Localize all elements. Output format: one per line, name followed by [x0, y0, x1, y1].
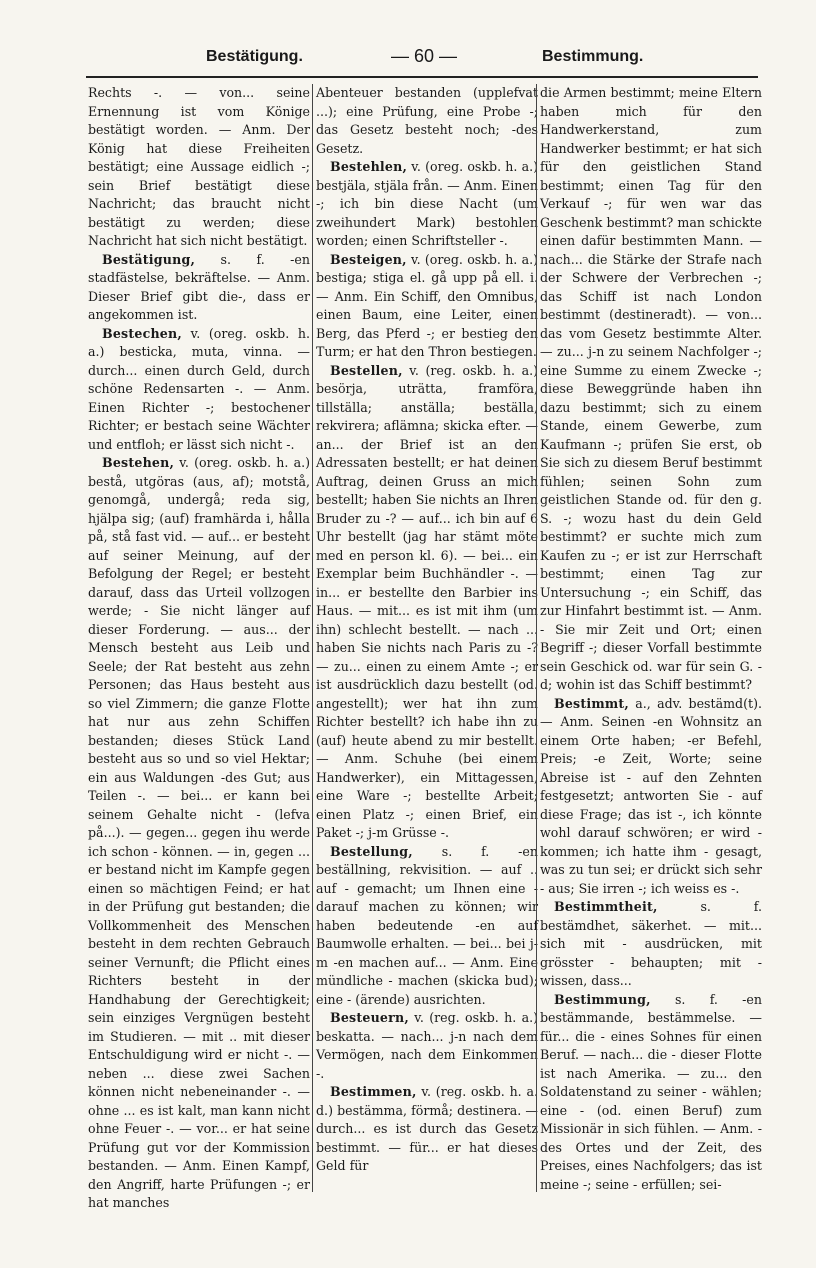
entry-headword: Bestimmung,	[554, 991, 651, 1007]
dictionary-entry: Bestimmtheit, s. f. bestämdhet, säkerhet. — mit... sich mit - ausdrücken, mit grösster - behaupten; mit - wissen, dass...	[540, 899, 762, 988]
entry-headword: Bestellen,	[330, 362, 403, 378]
paragraph: Abenteuer bestanden (upplefvat ...); eine Prüfung, eine Probe -; das Gesetz besteht noch; -des Gesetz.	[316, 85, 538, 156]
dictionary-entry: Bestellung, s. f. -en beställning, rekvisition. — auf .. auf - gemacht; um Ihnen eine - darauf machen zu können; wir haben bedeutende -en auf Baumwolle erhalten. — bei... bei j-m -en machen auf... — Anm. Eine mündliche - machen (skicka bud); eine - (ärende) ausrichten.	[316, 843, 538, 1007]
column-3	[540, 84, 762, 1192]
column-2	[316, 84, 538, 1192]
dictionary-entry: Bestimmung, s. f. -en bestämmande, bestämmelse. — für... die - eines Sohnes für einen Beruf. — nach... die - dieser Flotte ist nach Amerika. — zu... den Soldatenstand zu seiner - wählen; eine - (od. einen Beruf) zum Missionär in sich fühlen. — Anm. - des Ortes und der Zeit, des Preises, eines Nachfolgers; das ist meine -; seine - erfüllen; sei-	[540, 991, 762, 1192]
paragraph: die Armen bestimmt; meine Eltern haben mich für den Handwerkerstand, zum Handwerker bestimmt; er hat sich für den geistlichen Stand bestimmt; einen Tag für den Verkauf -; für wen war das Geschenk bestimmt? man schickte einen dafür bestimmten Mann. — nach... die Stärke der Strafe nach der Schwere der Verbrechen -; das Schiff ist nach London bestimmt (destineradt). — von... das vom Gesetz bestimmte Alter. — zu... j-n zu seinem Nachfolger -; eine Summe zu einem Zwecke -; diese Beweggründe haben ihn dazu bestimmt; sich zu einem Stande, einem Gewerbe, zum Kaufmann -; prüfen Sie erst, ob Sie sich zu diesem Beruf bestimmt fühlen; seinen Sohn zum geistlichen Stande od. für den g. S. -; wozu hast du dein Geld bestimmt? er suchte mich zum Kaufen zu -; er ist zur Herrschaft bestimmt; einen Tag zur Untersuchung -; ein Schiff, das zur Hinfahrt bestimmt ist. — Anm. - Sie mir Zeit und Ort; einen Begriff -; dieser Vorfall bestimmte sein Geschick od. war für sein G. -d; wohin ist das Schiff bestimmt?	[540, 85, 762, 692]
entry-headword: Bestechen,	[102, 325, 182, 341]
dictionary-entry: Bestellen, v. (reg. oskb. h. a.) besörja, uträtta, framföra, tillställa; anställa; beställa, rekvirera; aflämna; skicka efter. — an... der Brief ist an den Adressaten bestellt; er hat deinen Auftrag, deinen Gruss an mich bestellt; haben Sie nichts an Ihren Bruder zu -? — auf... ich bin auf 6 Uhr bestellt (jag har stämt möte med en person kl. 6). — bei... ein Exemplar beim Buchhändler -. — in... er bestellte den Barbier ins Haus. — mit... es ist mit ihm (um ihn) schlecht bestellt. — nach ... haben Sie nichts nach Paris zu -? — zu... einen zu einem Amte -; er ist ausdrücklich dazu bestellt (od. angestellt); wer hat ihn zum Richter bestellt? ich habe ihn zu (auf) heute abend zu mir bestellt. — Anm. Schuhe (bei einem Handwerker), ein Mittagessen, eine Ware -; bestellte Arbeit; einen Platz -; einen Brief, ein Paket -; j-m Grüsse -.	[316, 362, 538, 840]
entry-headword: Bestehen,	[102, 455, 175, 470]
column-1	[88, 84, 310, 1210]
entry-headword: Bestimmt,	[554, 695, 630, 711]
dictionary-entry: Bestimmt, a., adv. bestämd(t). — Anm. Seinen -en Wohnsitz an einem Orte haben; -er Befehl, Preis; -e Zeit, Worte; seine Abreise ist - auf den Zehnten festgesetzt; antworten Sie - auf diese Frage; das ist -, ich könnte wohl darauf schwören; er wird - kommen; ich hatte ihm - gesagt, was zu tun sei; er drückt sich sehr - aus; Sie irren -; ich weiss es -.	[540, 695, 762, 896]
entry-headword: Besteuern,	[330, 1010, 409, 1025]
dictionary-entry: Bestehlen, v. (oreg. oskb. h. a.) bestjäla, stjäla från. — Anm. Einen -; ich bin diese Nacht (um zweihundert Mark) bestohlen worden; einen Schriftsteller -.	[316, 159, 538, 248]
entry-headword: Bestehlen,	[330, 159, 408, 174]
dictionary-entry: Besteigen, v. (oreg. oskb. h. a.) bestiga; stiga el. gå upp på ell. i. — Anm. Ein Schiff, den Omnibus, einen Baum, eine Leiter, einen Berg, das Pferd -; er bestieg den Turm; er hat den Thron bestiegen.	[316, 251, 538, 359]
header-right-keyword: Bestimmung.	[542, 48, 644, 65]
dictionary-entry: Bestehen, v. (oreg. oskb. h. a.) bestå, utgöras (aus, af); motstå, genomgå, undergå; reda sig, hjälpa sig; (auf) framhärda i, hålla på, stå fast vid. — auf... er besteht auf seiner Meinung, auf der Befolgung der Regel; er besteht darauf, dass das Urteil vollzogen werde; - Sie nicht länger auf dieser Forderung. — aus... der Mensch besteht aus Leib und Seele; der Rat besteht aus zehn Personen; das Haus besteht aus so viel Zimmern; die ganze Flotte hat nur aus zehn Schiffen bestanden; dieses Stück Land besteht aus so und so viel Hektar; ein aus Waldungen -des Gut; aus Teilen -. — bei... er kann bei seinem Gehalte nicht - (lefva på...). — gegen... gegen ihu werde ich schon - können. — in, gegen ... er bestand nicht im Kampfe gegen einen so mächtigen Feind; er hat in der Prüfung gut bestanden; die Vollkommenheit des Menschen besteht in dem rechten Gebrauch seiner Vernunft; die Pflicht eines Richters besteht in der Handhabung der Gerechtigkeit; sein einziges Vergnügen besteht im Studieren. — mit .. mit dieser Entschuldigung wird er nicht -. — neben ... diese zwei Sachen können nicht nebeneinander -. — ohne ... es ist kalt, man kann nicht ohne Feuer -. — vor... er hat seine Prüfung gut vor der Kommission bestanden. — Anm. Einen Kampf, den Angriff, harte Prüfungen -; er hat manches	[88, 455, 310, 1210]
header-rule	[86, 76, 758, 78]
dictionary-entry: Bestimmen, v. (reg. oskb. h. a. d.) bestämma, förmå; destinera. — durch... es ist durch das Gesetz bestimmt. — für... er hat dieses Geld für	[316, 1084, 538, 1173]
entry-headword: Besteigen,	[330, 251, 407, 267]
column-divider	[536, 84, 537, 1192]
column-divider	[312, 84, 313, 1192]
paragraph: Rechts -. — von... seine Ernennung ist vom Könige bestätigt worden. — Anm. Der König hat diese Freiheiten bestätigt; eine Aussage eidlich -; sein Brief bestätigt diese Nachricht; das braucht nicht bestätigt zu werden; diese Nachricht hat sich nicht bestätigt.	[88, 85, 310, 248]
header-left-keyword: Bestätigung.	[206, 48, 303, 65]
page-number: — 60 —	[391, 46, 458, 66]
entry-headword: Bestimmen,	[330, 1084, 417, 1099]
dictionary-entry: Bestechen, v. (oreg. oskb. h. a.) besticka, muta, vinna. — durch... einen durch Geld, durch schöne Redensarten -. — Anm. Einen Richter -; bestochener Richter; er bestach seine Wächter und entfloh; er lässt sich nicht -.	[88, 325, 310, 452]
dictionary-entry: Besteuern, v. (reg. oskb. h. a.) beskatta. — nach... j-n nach dem Vermögen, nach dem Einkommen -.	[316, 1010, 538, 1081]
dictionary-entry: Bestätigung, s. f. -en stadfästelse, bekräftelse. — Anm. Dieser Brief gibt die-, dass er angekommen ist.	[88, 251, 310, 322]
page-header	[86, 44, 758, 70]
entry-headword: Bestellung,	[330, 843, 413, 859]
entry-headword: Bestimmtheit,	[554, 899, 658, 914]
entry-headword: Bestätigung,	[102, 251, 196, 267]
